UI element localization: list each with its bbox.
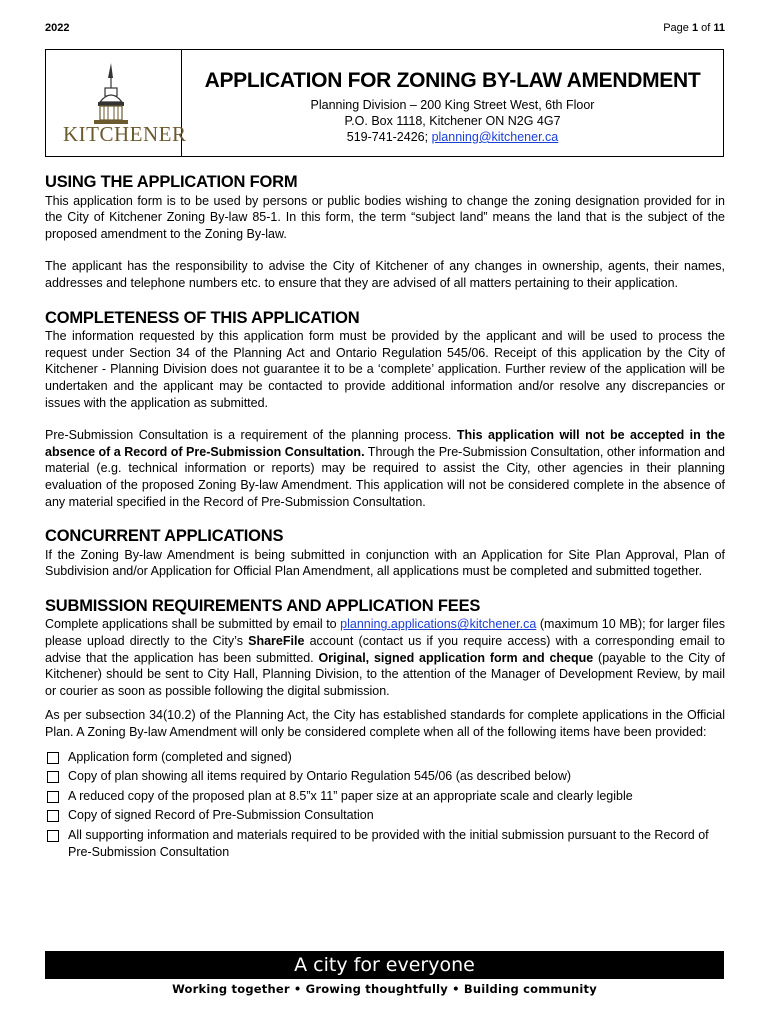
section-heading-concurrent: CONCURRENT APPLICATIONS [45,527,284,546]
concurrent-paragraph: If the Zoning By-law Amendment is being submitted in conjunction with an Application for Site Plan Approval, Plan of Subdivision and/or Application for Official Plan Amendment, all applications must be completed and submitted together. [45,547,725,579]
footer-banner: A city for everyone [45,951,724,979]
section-heading-using: USING THE APPLICATION FORM [45,173,298,191]
requirements-checklist [45,749,725,861]
checklist-item: A reduced copy of the proposed plan at 8.5”x 11” paper size at an appropriate scale and clearly legible [45,788,725,805]
address-line-1: Planning Division – 200 King Street West, 6th Floor [310,98,595,112]
checkbox[interactable] [47,752,59,764]
city-hall-logo-icon [88,62,140,128]
checkbox[interactable] [47,771,59,783]
completeness-paragraph-1: The information requested by this application form must be provided by the applicant and will be used to process the request under Section 34 of the Planning Act and Ontario Regulation 545/06. Receipt of this application by the City of Kitchener - Planning Division does not guarantee it to be a ‘complete’ application. Further review of the application will be undertaken and the applicant may be contacted to provide additional information and/or resolve any discrepancies or issues with the application as submitted. [45,329,725,410]
section-heading-submission: SUBMISSION REQUIREMENTS AND APPLICATION FEES [45,596,481,615]
document-year: 2022 [45,22,70,34]
address-line-2: P.O. Box 1118, Kitchener ON N2G 4G7 [344,114,561,128]
phone-number: 519-741-2426; [346,130,432,144]
using-paragraph-1: This application form is to be used by persons or public bodies wishing to change the zoning designation provided for in the City of Kitchener Zoning By-law 85-1. In this form, the term “subject land” means the land that is the subject of the proposed amendment to the Zoning By-law. [45,193,725,241]
checkbox[interactable] [47,810,59,822]
title-cell [182,50,723,156]
page-indicator: Page 1 of 11 [663,22,725,34]
checklist-item: Copy of signed Record of Pre-Submission Consultation [45,807,725,824]
applications-email-link[interactable]: planning.applications@kitchener.ca [340,617,537,632]
title-block [45,49,724,157]
logo-wordmark: KITCHENER [63,122,187,146]
footer-tagline: Working together • Growing thoughtfully • Building community [172,982,597,996]
checkbox[interactable] [47,830,59,842]
form-title: APPLICATION FOR ZONING BY-LAW AMENDMENT [204,69,701,92]
checklist-item: Application form (completed and signed) [45,749,725,766]
document-body [45,174,725,863]
submission-paragraph-1: Complete applications shall be submitted by email to planning.applications@kitchener.ca (maximum 10 MB); for larger files please upload directly to the City’s ShareFile account (contact us if you require access) with a corresponding email to advise that the application has been submitted. Original, signed application form and cheque (payable to the City of Kitchener) should be sent to City Hall, Planning Division, to the attention of the Manager of Development Review, by mail or courier as soon as possible following the digital submission. [45,617,725,698]
contact-line [182,129,723,145]
section-heading-completeness: COMPLETENESS OF THIS APPLICATION [45,308,360,327]
checklist-item: All supporting information and materials required to be provided with the initial submission pursuant to the Record of Pre-Submission Consultation [45,827,725,860]
completeness-paragraph-2: Pre-Submission Consultation is a requirement of the planning process. This application will not be accepted in the absence of a Record of Pre-Submission Consultation. Through the Pre-Submission Consultation, other information and material (e.g. technical information or reports) may be required to assist the City, other agencies in their planning evaluation of the proposed Zoning By-law Amendment. This application will not be considered complete in the absence of any material specified in the Record of Pre-Submission Consultation. [45,428,725,509]
using-paragraph-2: The applicant has the responsibility to advise the City of Kitchener of any changes in ownership, agents, their names, addresses and telephone numbers etc. to ensure that they are advised of all matters pertaining to their application. [45,259,725,290]
top-bar [45,22,725,34]
checkbox[interactable] [47,791,59,803]
planning-email-link[interactable]: planning@kitchener.ca [431,130,559,144]
kitchener-logo [46,50,187,156]
submission-paragraph-2: As per subsection 34(10.2) of the Planning Act, the City has established standards for complete applications in the Official Plan. A Zoning By-law Amendment will only be considered complete when all of the following items have been provided: [45,708,725,740]
checklist-item: Copy of plan showing all items required by Ontario Regulation 545/06 (as described below) [45,768,725,785]
